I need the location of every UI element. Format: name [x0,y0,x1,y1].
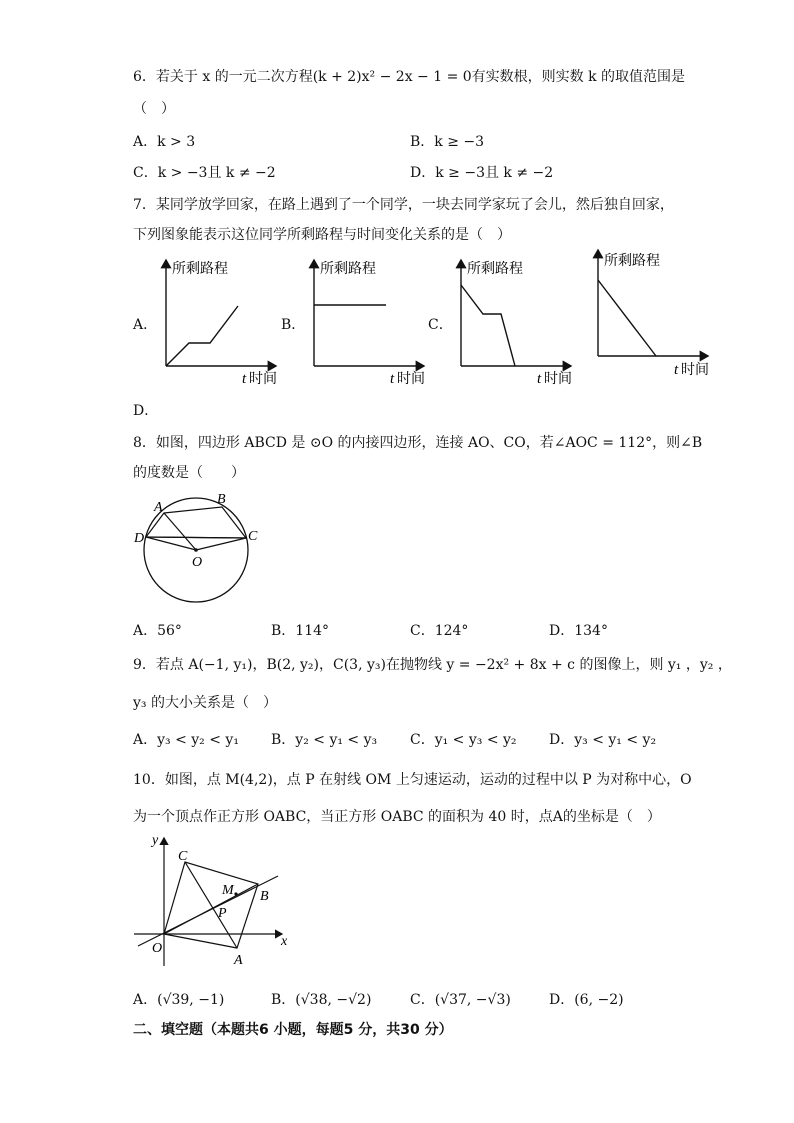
q7-b-ylabel: 所剩路程 [320,261,376,277]
q7-option-b-label: B． [281,317,306,333]
q7-stem-line2: 下列图象能表示这位同学所剩路程与时间变化关系的是（ ） [133,227,511,243]
q10-point-b: B [260,889,269,904]
q7-a-t-letter: t [242,371,247,387]
q8-point-b: B [217,492,226,507]
q7-a-t-word: 时间 [249,371,277,387]
q8-point-a: A [154,500,163,515]
q10-axis-y: y [152,833,159,848]
q9-stem-line2: y₃ 的大小关系是（ ） [133,695,277,711]
q10-stem-line2: 为一个顶点作正方形 OABC，当正方形 OABC 的面积为 40 时，点A的坐标是（ ） [133,809,661,825]
q8-option-c: C．124° [410,623,469,639]
q8-stem-line1: 8．如图，四边形 ABCD 是 ⊙O 的内接四边形，连接 AO、CO，若∠AOC = 112°，则∠B [133,435,703,451]
q7-graph-c [445,254,585,390]
q7-graph-b [298,254,438,390]
q8-point-d: D [134,531,145,546]
q6-option-c: C．k > −3且 k ≠ −2 [133,165,276,181]
q6-option-d: D．k ≥ −3且 k ≠ −2 [410,165,554,181]
q10-stem-line1: 10．如图，点 M(4,2)，点 P 在射线 OM 上匀速运动，运动的过程中以 P 为对称中心，O [133,772,692,788]
q7-graph-a [150,254,290,390]
q7-option-d-label: D． [133,403,159,419]
q10-point-m: M [222,883,234,898]
q7-d-t-word: 时间 [681,362,709,378]
q8-point-o: O [192,555,203,570]
q9-option-a: A．y₃ < y₂ < y₁ [133,732,239,748]
q8-stem-line2: 的度数是（ ） [133,465,245,481]
q10-option-d: D．(6, −2) [549,992,624,1008]
q10-point-p: P [218,906,227,921]
q6-stem: 6．若关于 x 的一元二次方程(k + 2)x² − 2x − 1 = 0有实数根，则实数 k 的取值范围是 [133,69,686,85]
q10-point-c: C [178,849,188,864]
q7-graph-d [582,246,722,382]
q9-option-b: B．y₂ < y₁ < y₃ [271,732,378,748]
q8-option-d: D．134° [549,623,608,639]
q7-b-t-letter: t [390,371,395,387]
q6-option-a: A．k > 3 [133,134,196,150]
q10-point-a: A [234,953,243,968]
q7-d-t-letter: t [674,362,679,378]
q8-point-c: C [248,529,258,544]
q8-option-a: A．56° [133,623,182,639]
q10-point-o: O [152,941,163,956]
q10-option-b: B．(√38, −√2) [271,992,372,1008]
q8-option-b: B．114° [271,623,330,639]
q9-option-c: C．y₁ < y₃ < y₂ [410,732,517,748]
q7-d-ylabel: 所剩路程 [604,253,660,269]
q10-option-c: C．(√37, −√3) [410,992,511,1008]
q10-option-a: A．(√39, −1) [133,992,225,1008]
q7-option-a-label: A． [133,317,158,333]
q7-option-c-label: C． [428,317,453,333]
q7-a-ylabel: 所剩路程 [172,261,228,277]
q7-stem-line1: 7．某同学放学回家，在路上遇到了一个同学，一块去同学家玩了会儿，然后独自回家， [133,197,674,213]
q7-c-ylabel: 所剩路程 [467,261,523,277]
q10-square-figure [128,828,298,970]
q6-option-b: B．k ≥ −3 [410,134,485,150]
q9-stem-line1: 9．若点 A(−1, y₁)，B(2, y₂)，C(3, y₃)在抛物线 y = −2x² + 8x + c 的图像上，则 y₁ ，y₂ ， [133,657,732,673]
section-2-heading: 二、填空题（本题共6 小题，每题5 分，共30 分） [133,1022,453,1038]
q9-option-d: D．y₃ < y₁ < y₂ [549,732,657,748]
q7-b-t-word: 时间 [397,371,425,387]
q7-c-t-letter: t [537,371,542,387]
q8-circle-figure [128,485,268,625]
q10-axis-x: x [281,934,288,949]
q7-c-t-word: 时间 [544,371,572,387]
q6-answer-paren: （ ） [133,101,175,117]
